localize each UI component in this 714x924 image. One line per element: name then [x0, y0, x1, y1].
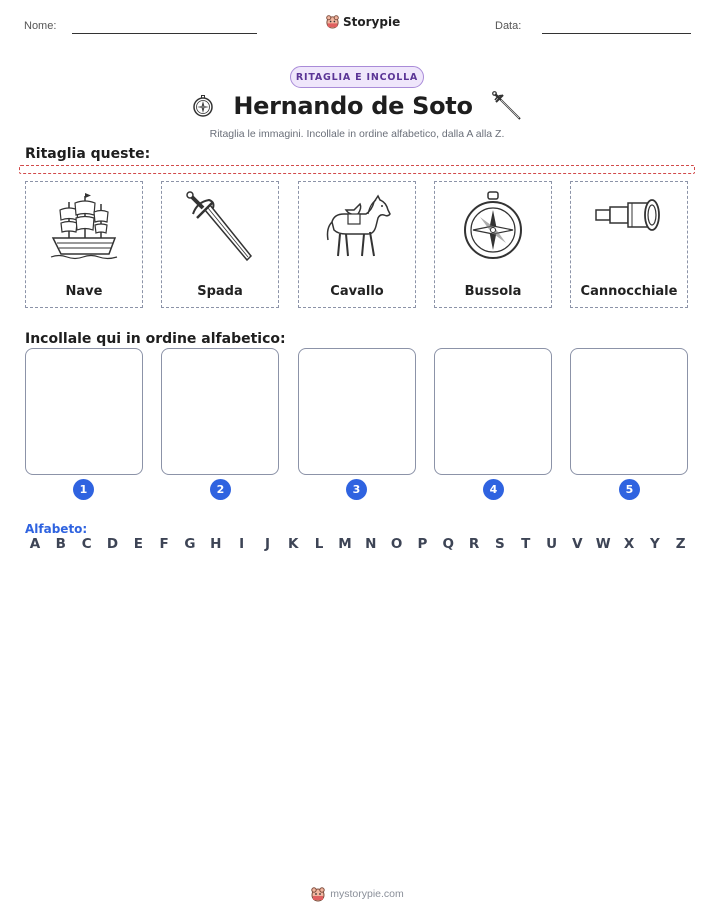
- alphabet-letter: D: [106, 536, 119, 552]
- alphabet-row: [25, 536, 691, 552]
- card-label: Bussola: [464, 284, 522, 299]
- slot-number-3: 3: [346, 479, 367, 500]
- alphabet-letter: F: [159, 536, 169, 552]
- alphabet-letter: Y: [649, 536, 660, 552]
- alphabet-letter: C: [81, 536, 92, 552]
- alphabet-letter: Q: [442, 536, 454, 552]
- alphabet-letter: E: [133, 536, 143, 552]
- alphabet-letter: N: [365, 536, 377, 552]
- alphabet-letter: L: [314, 536, 324, 552]
- alphabet-letter: V: [572, 536, 583, 552]
- alphabet-letter: X: [623, 536, 635, 552]
- cut-card-bussola[interactable]: [434, 181, 552, 308]
- alphabet-letter: I: [239, 536, 245, 552]
- card-label: Nave: [65, 284, 103, 299]
- paste-slot-2[interactable]: [161, 348, 279, 475]
- paste-slot-3[interactable]: [298, 348, 416, 475]
- paste-section-title: Incollale qui in ordine alfabetico:: [25, 331, 286, 347]
- alphabet-letter: W: [595, 536, 611, 552]
- compass-icon: [456, 190, 530, 264]
- sword-icon: [491, 90, 523, 122]
- page-title: Hernando de Soto: [233, 92, 473, 120]
- alphabet-letter: S: [495, 536, 505, 552]
- cut-card-spada[interactable]: [161, 181, 279, 308]
- alphabet-title: Alfabeto:: [25, 522, 88, 536]
- alphabet-letter: Z: [675, 536, 686, 552]
- sword-icon: [183, 190, 257, 264]
- footer: [0, 886, 714, 902]
- alphabet-letter: U: [546, 536, 558, 552]
- alphabet-letter: T: [521, 536, 531, 552]
- horse-icon: [320, 190, 394, 264]
- alphabet-letter: B: [55, 536, 66, 552]
- title-row: [0, 90, 714, 122]
- storypie-mascot-icon: [325, 14, 340, 29]
- brand-logo: [325, 14, 400, 29]
- slot-number-2: 2: [210, 479, 231, 500]
- alphabet-letter: R: [468, 536, 480, 552]
- cut-section-title: Ritaglia queste:: [25, 146, 151, 162]
- ship-icon: [49, 190, 119, 264]
- card-label: Spada: [197, 284, 243, 299]
- name-line: [72, 33, 257, 34]
- cut-line: [19, 165, 695, 174]
- instructions: Ritaglia le immagini. Incollale in ordine alfabetico, dalla A alla Z.: [209, 128, 505, 140]
- activity-badge: RITAGLIA E INCOLLA: [290, 66, 424, 88]
- paste-slot-1[interactable]: [25, 348, 143, 475]
- alphabet-letter: K: [288, 536, 299, 552]
- alphabet-letter: O: [390, 536, 403, 552]
- paste-slot-5[interactable]: [570, 348, 688, 475]
- paste-slot-4[interactable]: [434, 348, 552, 475]
- name-label: Nome:: [24, 20, 57, 32]
- alphabet-letter: M: [338, 536, 352, 552]
- compass-icon: [191, 94, 215, 118]
- date-line: [542, 33, 691, 34]
- alphabet-letter: J: [264, 536, 270, 552]
- storypie-mascot-icon: [310, 886, 326, 902]
- cut-card-nave[interactable]: [25, 181, 143, 308]
- slot-number-1: 1: [73, 479, 94, 500]
- slot-number-5: 5: [619, 479, 640, 500]
- card-label: Cavallo: [330, 284, 384, 299]
- footer-site-link[interactable]: mystorypie.com: [330, 888, 404, 900]
- cut-card-cavallo[interactable]: [298, 181, 416, 308]
- brand-name: Storypie: [343, 14, 401, 29]
- alphabet-letter: P: [417, 536, 428, 552]
- alphabet-letter: A: [29, 536, 41, 552]
- date-label: Data:: [495, 20, 522, 32]
- alphabet-letter: G: [184, 536, 196, 552]
- card-label: Cannocchiale: [580, 284, 678, 299]
- alphabet-letter: H: [210, 536, 222, 552]
- slot-number-4: 4: [483, 479, 504, 500]
- spyglass-icon: [592, 190, 666, 240]
- cut-card-cannocchiale[interactable]: [570, 181, 688, 308]
